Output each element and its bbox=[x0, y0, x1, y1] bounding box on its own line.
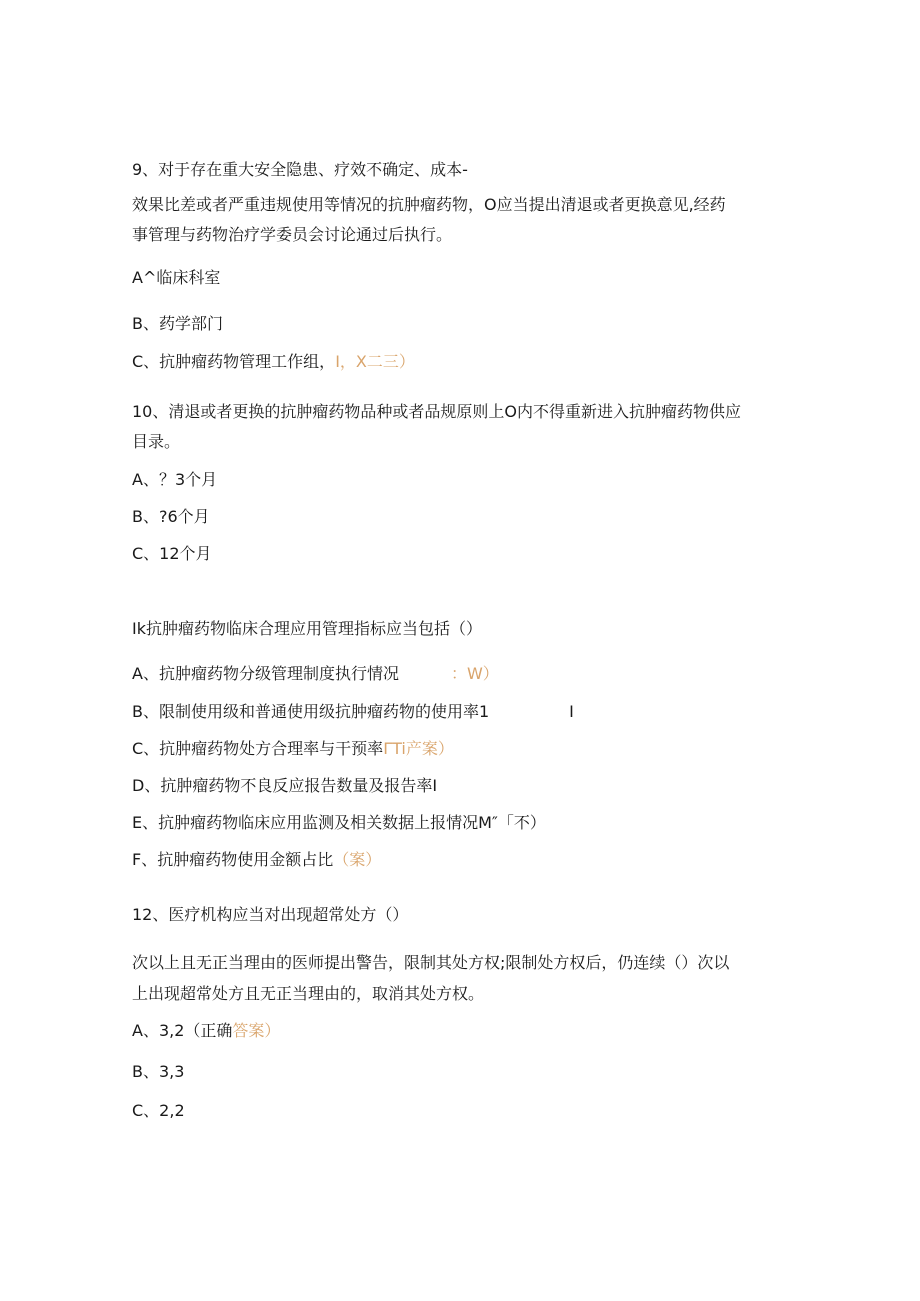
q11-option-a-mark: ：W） bbox=[450, 664, 499, 683]
q11-option-b-text: B、限制使用级和普通使用级抗肿瘤药物的使用率1 bbox=[132, 702, 490, 721]
q12-option-c: C、2,2 bbox=[132, 1101, 185, 1120]
q12-option-a bbox=[132, 1021, 280, 1041]
q11-option-f-text: F、抗肿瘤药物使用金额占比 bbox=[132, 850, 334, 869]
q9-line-3: 事管理与药物治疗学委员会讨论通过后执行。 bbox=[132, 225, 453, 244]
q9-option-c-mark: I，X二三） bbox=[335, 352, 415, 371]
q10-line-1: 10、清退或者更换的抗肿瘤药物品种或者品规原则上O内不得重新进入抗肿瘤药物供应 bbox=[132, 402, 741, 421]
q9-line-1: 9、对于存在重大安全隐患、疗效不确定、成本- bbox=[132, 160, 468, 179]
q12-paragraph-1: 次以上且无正当理由的医师提出警告，限制其处方权;限制处方权后，仍连续（）次以 bbox=[132, 953, 730, 972]
q12-option-a-text: A、3,2（正确 bbox=[132, 1021, 233, 1040]
q11-option-f-mark: （案） bbox=[333, 850, 382, 869]
q10-option-b: B、?6个月 bbox=[132, 507, 210, 526]
q10-option-c: C、12个月 bbox=[132, 544, 212, 563]
q12-paragraph-2: 上出现超常处方且无正当理由的，取消其处方权。 bbox=[132, 984, 485, 1003]
q10-option-a: A、？3个月 bbox=[132, 470, 218, 489]
q11-option-b bbox=[132, 702, 574, 722]
q10-line-2: 目录。 bbox=[132, 432, 181, 451]
q11-option-f bbox=[132, 850, 381, 870]
q9-option-a: A^临床科室 bbox=[132, 268, 221, 287]
q11-option-b-tail: I bbox=[569, 702, 574, 721]
q9-option-c bbox=[132, 352, 415, 372]
q12-line-1: 12、医疗机构应当对出现超常处方（） bbox=[132, 905, 409, 924]
q9-option-c-text: C、抗肿瘤药物管理工作组， bbox=[132, 352, 336, 371]
q11-option-e: E、抗肿瘤药物临床应用监测及相关数据上报情况M″「不） bbox=[132, 813, 546, 832]
q11-line-1: Ik抗肿瘤药物临床合理应用管理指标应当包括（） bbox=[132, 619, 482, 638]
q9-line-2: 效果比差或者严重违规使用等情况的抗肿瘤药物，O应当提出清退或者更换意见,经药 bbox=[132, 195, 726, 214]
q12-option-b: B、3,3 bbox=[132, 1062, 185, 1081]
q12-option-a-mark: 答案） bbox=[232, 1021, 281, 1040]
q9-option-b: B、药学部门 bbox=[132, 314, 223, 333]
q11-option-a-text: A、抗肿瘤药物分级管理制度执行情况 bbox=[132, 664, 399, 683]
q11-option-c-mark: ΓTi产案） bbox=[383, 739, 454, 758]
q11-option-c-text: C、抗肿瘤药物处方合理率与干预率 bbox=[132, 739, 384, 758]
q11-option-a bbox=[132, 664, 499, 684]
q11-option-c bbox=[132, 739, 454, 759]
q11-option-d: D、抗肿瘤药物不良反应报告数量及报告率I bbox=[132, 776, 438, 795]
